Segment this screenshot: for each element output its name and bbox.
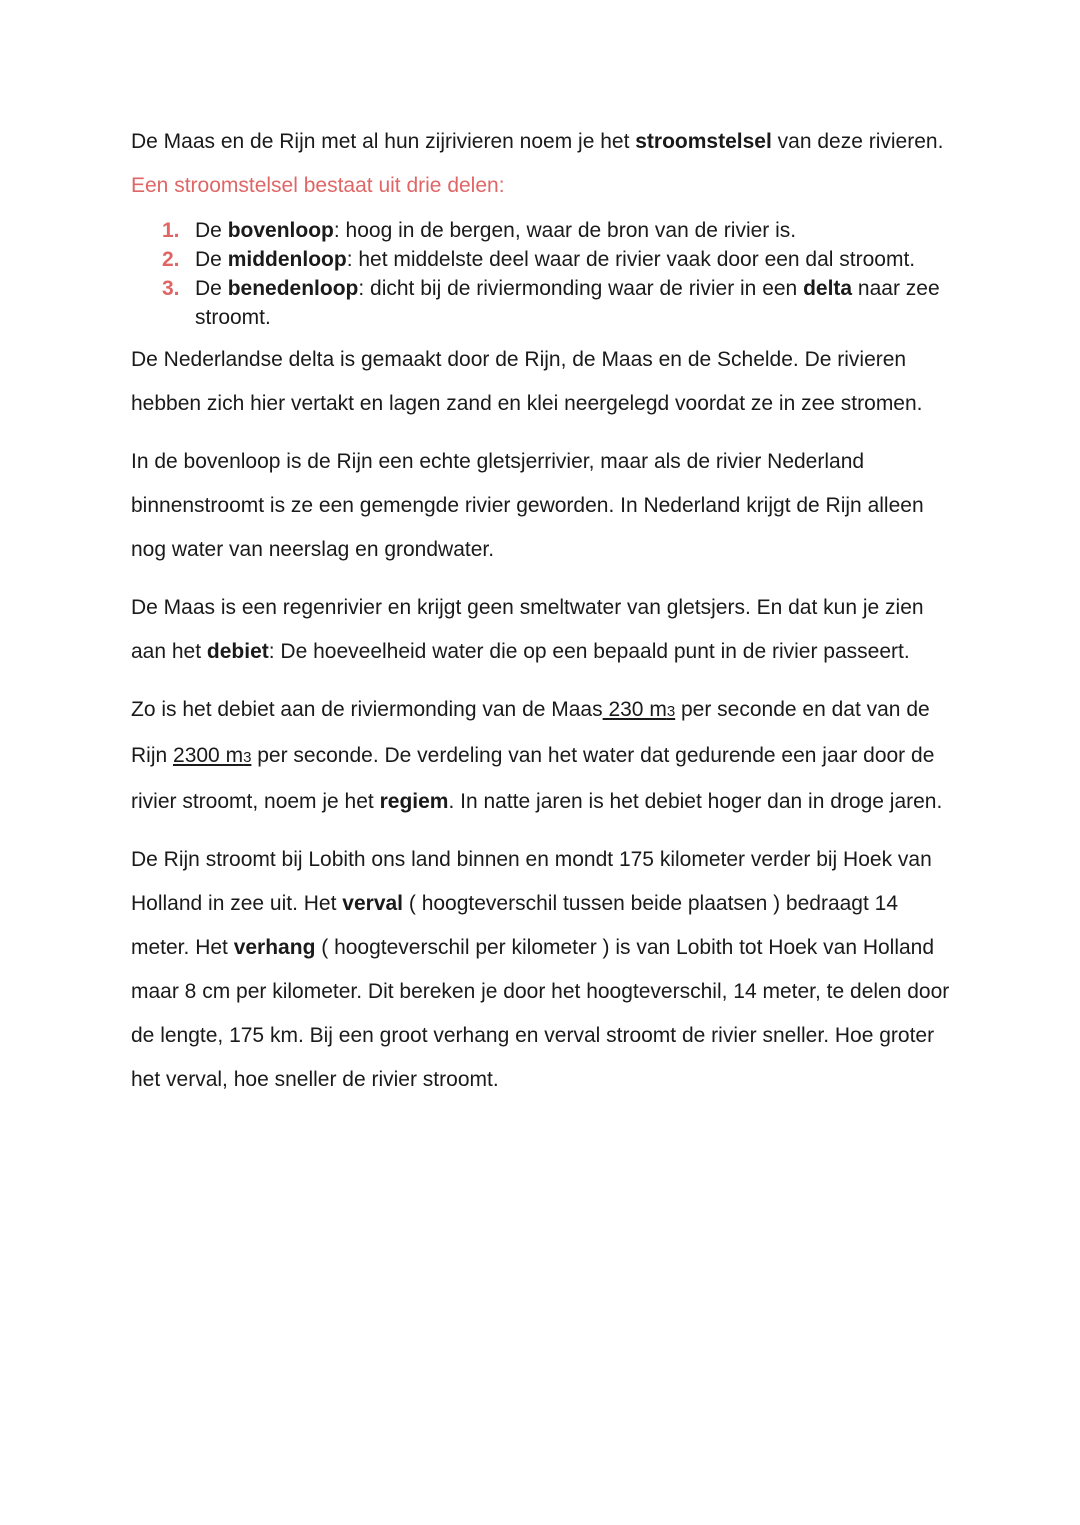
text-run: : dicht bij de riviermonding waar de rivier in een bbox=[358, 277, 804, 300]
text-run: : het middelste deel waar de rivier vaak door een dal stroomt. bbox=[346, 248, 916, 271]
list-item bbox=[131, 216, 951, 245]
value-text: 2300 m bbox=[173, 744, 244, 767]
text-run: De bbox=[195, 219, 228, 242]
bold-term-regiem: regiem bbox=[379, 790, 449, 813]
unit-subscript: 3 bbox=[666, 703, 676, 720]
list-item bbox=[131, 245, 951, 274]
text-run: : hoog in de bergen, waar de bron van de rivier is. bbox=[333, 219, 797, 242]
text-run: Zo is het debiet aan de riviermonding van de Maas bbox=[131, 698, 603, 721]
text-run: De bbox=[195, 248, 228, 271]
value-text: 230 m bbox=[602, 698, 667, 721]
river-parts-list bbox=[131, 216, 951, 332]
text-run: . In natte jaren is het debiet hoger dan in droge jaren. bbox=[448, 790, 943, 813]
paragraph-stroomstelsel bbox=[131, 120, 951, 208]
text-run: naar zee stroomt. bbox=[195, 277, 940, 329]
bold-term-bovenloop: bovenloop bbox=[227, 219, 334, 242]
bold-term-stroomstelsel: stroomstelsel bbox=[635, 130, 772, 153]
text-run: De bbox=[195, 277, 228, 300]
document-page bbox=[131, 120, 951, 1102]
bold-term-benedenloop: benedenloop bbox=[227, 277, 359, 300]
paragraph-delta: De Nederlandse delta is gemaakt door de Rijn, de Maas en de Schelde. De rivieren hebben zich hier vertakt en lagen zand en klei neergelegd voordat ze in zee stromen. bbox=[131, 348, 923, 415]
unit-subscript: 3 bbox=[243, 749, 252, 766]
highlighted-sentence: Een stroomstelsel bestaat uit drie delen: bbox=[131, 174, 505, 197]
text-run: De Rijn stroomt bij Lobith ons land binnen en mondt 175 kilometer verder bij Hoek van Holland in zee uit. Het bbox=[131, 848, 932, 915]
bold-term-middenloop: middenloop bbox=[227, 248, 347, 271]
list-number: 3. bbox=[162, 277, 180, 300]
list-number: 2. bbox=[162, 248, 180, 271]
bold-term-verval: verval bbox=[342, 892, 404, 915]
paragraph-rijn-bovenloop: In de bovenloop is de Rijn een echte gletsjerrivier, maar als de rivier Nederland binnenstroomt is ze een gemengde rivier geworden. In Nederland krijgt de Rijn alleen nog water van neerslag en grondwater. bbox=[131, 450, 924, 561]
text-run: : De hoeveelheid water die op een bepaald punt in de rivier passeert. bbox=[268, 640, 910, 663]
text-run: De Maas is een regenrivier en krijgt geen smeltwater van gletsjers. En dat kun je zien aan het bbox=[131, 596, 924, 663]
paragraph-regiem bbox=[131, 688, 951, 824]
list-item bbox=[131, 274, 951, 332]
bold-term-delta: delta bbox=[803, 277, 853, 300]
paragraph-maas-debiet bbox=[131, 586, 951, 674]
text-run: ( hoogteverschil tussen beide plaatsen ) bedraagt 14 meter. Het bbox=[131, 892, 899, 959]
paragraph-verval-verhang bbox=[131, 838, 951, 1102]
bold-term-debiet: debiet bbox=[206, 640, 269, 663]
underlined-value-rijn bbox=[173, 744, 251, 767]
text-run: per seconde en dat van de Rijn bbox=[131, 698, 930, 767]
text-run: ( hoogteverschil per kilometer ) is van Lobith tot Hoek van Holland maar 8 cm per kilometer. Dit bereken je door het hoogteverschil, 14 meter, te delen door de lengte, 175 km. Bij een groot verhang en verval stroomt de rivier sneller. Hoe groter het verval, hoe sneller de rivier stroomt. bbox=[131, 936, 950, 1091]
text-run: De Maas en de Rijn met al hun zijrivieren noem je het bbox=[131, 130, 636, 153]
text-run: van deze rivieren. bbox=[771, 130, 944, 153]
underlined-value-maas bbox=[603, 698, 676, 721]
bold-term-verhang: verhang bbox=[233, 936, 316, 959]
text-run: per seconde. De verdeling van het water dat gedurende een jaar door de rivier stroomt, noem je het bbox=[131, 744, 935, 813]
list-number: 1. bbox=[162, 219, 180, 242]
